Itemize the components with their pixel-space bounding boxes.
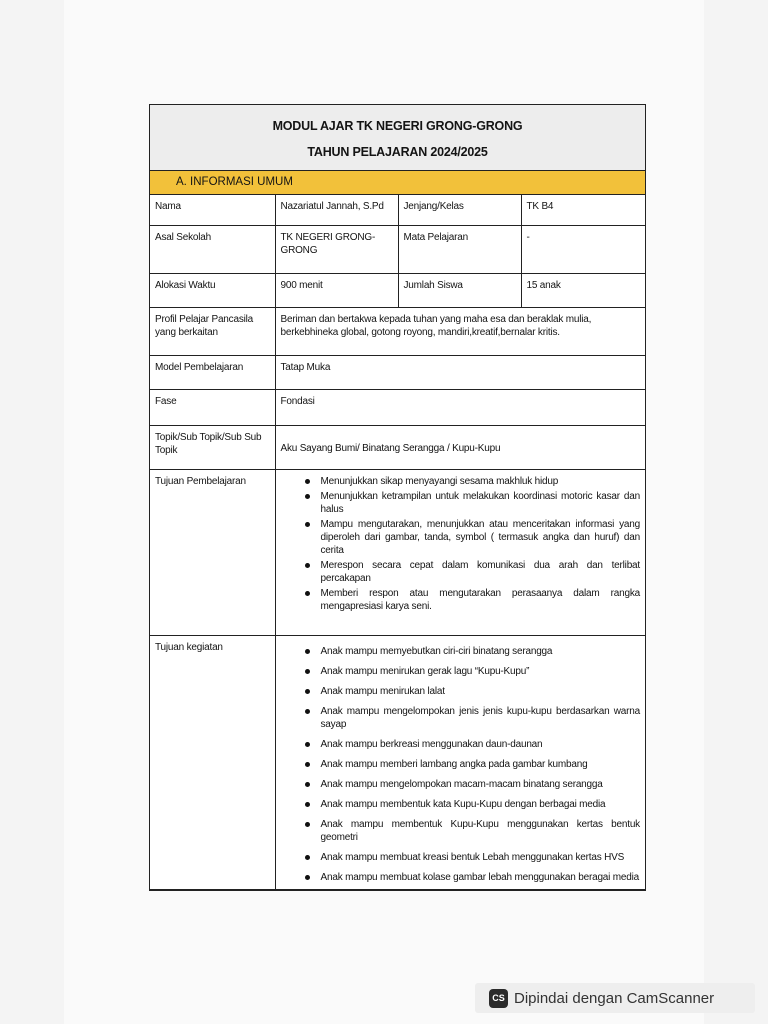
list-item: Merespon secara cepat dalam komunikasi dua arah dan terlibat percakapan — [320, 559, 640, 584]
list-item: Anak mampu menirukan gerak lagu “Kupu-Kupu” — [321, 665, 641, 678]
label-topik: Topik/Sub Topik/Sub Sub Topik — [150, 425, 275, 469]
list-item: Anak mampu membuat kolase gambar lebah menggunakan beragai media — [320, 871, 640, 883]
list-item: Anak mampu berkreasi menggunakan daun-daunan — [321, 738, 641, 751]
list-item: Menunjukkan sikap menyayangi sesama makhluk hidup — [321, 475, 641, 488]
camscanner-watermark — [475, 983, 755, 1013]
value-model-pembelajaran: Tatap Muka — [275, 355, 645, 389]
value-asal-sekolah: TK NEGERI GRONG-GRONG — [275, 225, 398, 273]
value-profil-pelajar: Beriman dan bertakwa kepada tuhan yang maha esa dan beraklak mulia, berkebhineka global, gotong royong, mandiri,kreatif,bernalar kritis. — [275, 307, 645, 355]
table-row-tujuan-pembelajaran — [150, 469, 645, 635]
list-item: Anak mampu mengelompokan jenis jenis kupu-kupu berdasarkan warna sayap — [320, 705, 640, 730]
table-row-fase — [150, 389, 645, 425]
table-row-nama — [150, 195, 645, 225]
table-row-tujuan-kegiatan — [150, 635, 645, 889]
list-item: Anak mampu membentuk Kupu-Kupu menggunakan kertas bentuk geometri — [320, 818, 640, 843]
value-fase: Fondasi — [275, 389, 645, 425]
table-row-model-pembelajaran — [150, 355, 645, 389]
document-header — [150, 105, 645, 171]
tujuan-kegiatan-cell — [275, 635, 645, 889]
list-item: Anak mampu mengelompokan macam-macam binatang serangga — [321, 778, 641, 791]
label-model-pembelajaran: Model Pembelajaran — [150, 355, 275, 389]
tujuan-pembelajaran-cell — [275, 469, 645, 635]
label-tujuan-pembelajaran: Tujuan Pembelajaran — [150, 469, 275, 635]
tujuan-kegiatan-list — [281, 645, 641, 884]
value-topik: Aku Sayang Bumi/ Binatang Serangga / Kupu-Kupu — [275, 425, 645, 469]
tujuan-pembelajaran-list — [281, 475, 641, 613]
camscanner-text: Dipindai dengan CamScanner — [514, 989, 715, 1007]
document-title: MODUL AJAR TK NEGERI GRONG-GRONG — [272, 119, 523, 133]
label-asal-sekolah: Asal Sekolah — [150, 225, 275, 273]
label-profil-pelajar: Profil Pelajar Pancasila yang berkaitan — [150, 307, 275, 355]
table-row-topik — [150, 425, 645, 469]
section-heading-informasi-umum: A. INFORMASI UMUM — [150, 171, 645, 195]
label-alokasi-waktu: Alokasi Waktu — [150, 273, 275, 307]
table-row-asal-sekolah — [150, 225, 645, 273]
value-alokasi-waktu: 900 menit — [275, 273, 398, 307]
value-jenjang-kelas: TK B4 — [521, 195, 645, 225]
table-row-alokasi-waktu — [150, 273, 645, 307]
info-table — [150, 195, 645, 890]
value-jumlah-siswa: 15 anak — [521, 273, 645, 307]
list-item: Anak mampu memberi lambang angka pada gambar kumbang — [321, 758, 641, 771]
document-subtitle: TAHUN PELAJARAN 2024/2025 — [307, 145, 488, 159]
value-nama: Nazariatul Jannah, S.Pd — [275, 195, 398, 225]
list-item: Anak mampu menirukan lalat — [321, 685, 641, 698]
list-item: Anak mampu membentuk kata Kupu-Kupu dengan berbagai media — [321, 798, 641, 811]
list-item: Memberi respon atau mengutarakan perasaanya dalam rangka mengapresiasi karya seni. — [320, 587, 640, 612]
table-row-profil-pelajar — [150, 307, 645, 355]
label-tujuan-kegiatan: Tujuan kegiatan — [150, 635, 275, 889]
label-fase: Fase — [150, 389, 275, 425]
label-jenjang-kelas: Jenjang/Kelas — [398, 195, 521, 225]
list-item: Anak mampu membuat kreasi bentuk Lebah menggunakan kertas HVS — [321, 851, 641, 864]
list-item: Mampu mengutarakan, menunjukkan atau menceritakan informasi yang diperoleh dari gambar, tanda, symbol ( termasuk angka dan huruf) dan cerita — [320, 518, 640, 556]
label-mata-pelajaran: Mata Pelajaran — [398, 225, 521, 273]
list-item: Menunjukkan ketrampilan untuk melakukan koordinasi motoric kasar dan halus — [320, 490, 640, 515]
module-document — [149, 104, 646, 891]
list-item: Anak mampu memyebutkan ciri-ciri binatang serangga — [321, 645, 641, 658]
camscanner-logo-icon: CS — [489, 989, 508, 1008]
label-jumlah-siswa: Jumlah Siswa — [398, 273, 521, 307]
value-mata-pelajaran: - — [521, 225, 645, 273]
label-nama: Nama — [150, 195, 275, 225]
